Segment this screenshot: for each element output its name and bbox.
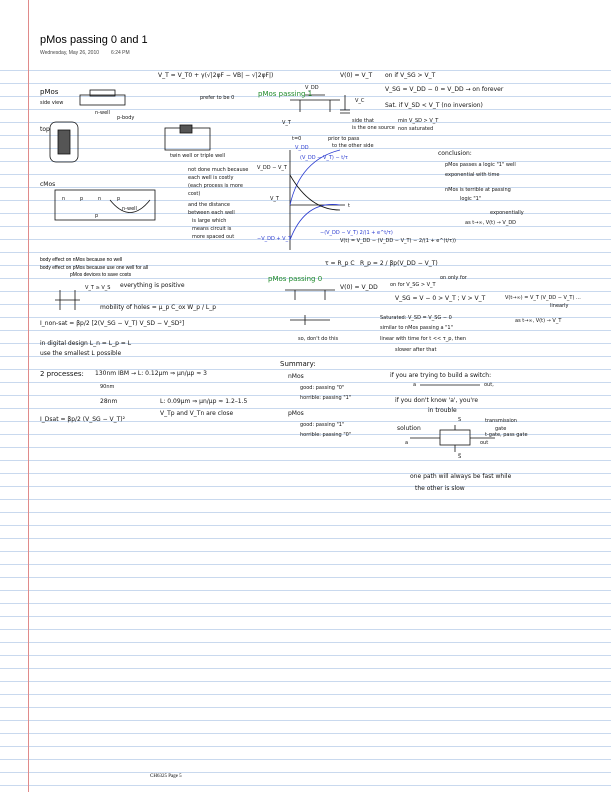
note-on-for: on for V_SG > V_T bbox=[390, 282, 436, 288]
note-concl-4: logic "1" bbox=[460, 196, 482, 202]
note-not-done-4: cost) bbox=[188, 191, 201, 197]
note-one-src: is the one source bbox=[352, 125, 395, 131]
pmos-pass0-schematic bbox=[285, 290, 335, 300]
note-linearly: linearly bbox=[550, 303, 569, 309]
note-side-0: side that bbox=[352, 118, 374, 124]
note-sol-out: out bbox=[480, 440, 489, 446]
note-tau: τ = R_p C bbox=[325, 260, 355, 267]
note-28nm: 28nm bbox=[100, 398, 118, 405]
note-ibm130: 130nm IBM → L: 0.12μm ⇒ μn/μp ≈ 3 bbox=[95, 370, 207, 377]
note-v-inf: V(t→∞) = V_T (V_DD − V_T) ... bbox=[505, 295, 581, 301]
note-axis-t: t bbox=[348, 203, 350, 209]
note-distance-5: more spaced out bbox=[192, 234, 235, 240]
note-smallest-l: use the smallest L possible bbox=[40, 350, 122, 357]
note-concl-1: pMos passes a logic "1" well bbox=[445, 162, 516, 168]
note-sat-if: Sat. if V_SD < V_T (no inversion) bbox=[385, 102, 483, 109]
note-tgate: t-gate, pass gate bbox=[485, 432, 528, 438]
note-body-pmos-1: body effect on pMos because use one well for all bbox=[40, 265, 149, 271]
note-cmos: cMos bbox=[40, 181, 56, 188]
note-switch-a: a bbox=[413, 382, 417, 388]
note-sub-p2: p bbox=[117, 196, 121, 202]
cmos-cross-section bbox=[55, 190, 155, 220]
note-switch-2: if you don't know 'a', you're bbox=[395, 397, 479, 404]
note-pmos-side: pMos bbox=[40, 88, 59, 96]
note-close: V_Tp and V_Tn are close bbox=[160, 410, 234, 417]
note-similar-1: similar to nMos passing a "1" bbox=[380, 325, 453, 331]
note-everything-positive: everything is positive bbox=[120, 282, 185, 289]
note-switch-3: in trouble bbox=[428, 407, 457, 414]
note-saturated: Saturated: V_SD = V_SG − 0 bbox=[380, 315, 452, 321]
note-vt-formula: V(t) = V_DD − (V_DD − V_T) − 2/(1 + e^(t/τ)) bbox=[340, 238, 457, 244]
note-axis-vdd-vt: V_DD − V_T bbox=[257, 165, 287, 171]
note-gate: gate bbox=[495, 426, 507, 432]
note-not-done-3: (each process is more bbox=[188, 183, 243, 189]
note-as-t-2: as t→∞, V(t) → V_T bbox=[515, 318, 562, 324]
left-schematic bbox=[55, 290, 80, 310]
note-vdd: V_DD bbox=[305, 85, 319, 91]
note-two-processes: 2 processes: bbox=[40, 370, 84, 378]
note-twin-well: twin well or triple well bbox=[170, 153, 226, 159]
note-pmos-passing-1: pMos passing 1 bbox=[258, 90, 313, 98]
note-as-t-inf: as t→∞, V(t) → V_DD bbox=[465, 220, 517, 226]
note-digital-design: in digital design L_n = L_p = L bbox=[40, 340, 132, 347]
note-curve-eq1: (V_DD − V_T) − t/τ bbox=[300, 155, 348, 161]
note-sum-p-good: good: passing "1" bbox=[300, 422, 345, 428]
note-similar-3: slower after that bbox=[395, 347, 437, 353]
note-switch-1: if you are trying to build a switch: bbox=[390, 372, 492, 379]
note-curve-eq2: −(V_DD − V_T) 2/(1 + e^t/τ) bbox=[320, 230, 393, 236]
note-fast-slow-1: one path will always be fast while bbox=[410, 473, 512, 480]
note-sum-nmos: nMos bbox=[288, 373, 304, 380]
time-text: 6:24 PM bbox=[111, 50, 130, 56]
note-so-dont: so, don't do this bbox=[298, 336, 339, 342]
note-vc: V_C bbox=[355, 98, 365, 104]
note-sum-pmos: pMos bbox=[288, 410, 304, 417]
note-sol-sbar: S̅ bbox=[458, 454, 462, 460]
note-prefer-zero: prefer to be 0 bbox=[200, 95, 235, 101]
note-sub-n1: n bbox=[62, 196, 66, 202]
note-similar-2: linear with time for t << τ_p, then bbox=[380, 336, 467, 342]
note-on-only: on only for bbox=[440, 275, 467, 281]
page-footer: CH6325 Page 5 bbox=[150, 774, 182, 779]
note-distance-4: means circuit is bbox=[192, 226, 232, 232]
note-prior: prior to pass bbox=[328, 136, 360, 142]
note-vsd-vt: min V_SD > V_T bbox=[398, 118, 439, 124]
note-summary: Summary: bbox=[280, 360, 316, 368]
note-sol-a: a bbox=[405, 440, 409, 446]
note-mobility: mobility of holes = μ_p C_ox W_p / L_p bbox=[100, 304, 217, 311]
note-conclusion: conclusion: bbox=[438, 150, 472, 157]
transmission-gate-sketch bbox=[440, 430, 470, 445]
note-on-if: on if V_SG > V_T bbox=[385, 72, 436, 79]
note-pmos-passing-0: pMos passing 0 bbox=[268, 275, 323, 283]
note-vsg-0: V_SG = V − 0 > V_T ; V > V_T bbox=[395, 295, 486, 302]
page-title: pMos passing 0 and 1 bbox=[40, 34, 148, 46]
note-body-pmos-2: pMos devices to save costs bbox=[70, 272, 132, 278]
note-not-done-2: each well is costly bbox=[188, 175, 234, 181]
note-axis-vt: V_T bbox=[270, 196, 279, 202]
note-distance-1: and the distance bbox=[188, 202, 230, 208]
note-not-done-1: not done much because bbox=[188, 167, 249, 173]
note-vt-eq1: V_T = V_T0 + γ(√|2φF − VB| − √|2φF|) bbox=[158, 72, 274, 79]
note-vsg-eq: V_SG = V_DD − 0 = V_DD → on forever bbox=[385, 86, 504, 93]
note-nonsat: non saturated bbox=[398, 126, 434, 132]
note-transmission: transmission bbox=[485, 418, 517, 424]
note-v0-vdd: V(0) = V_DD bbox=[340, 284, 378, 291]
note-vt-ge-vs: V_T ≥ V_S bbox=[85, 285, 111, 291]
note-90nm: 90nm bbox=[100, 384, 115, 390]
note-distance-2: between each well bbox=[188, 210, 235, 216]
note-sum-n-good: good: passing "0" bbox=[300, 385, 345, 391]
note-vt-label: V_T bbox=[282, 120, 291, 126]
note-distance-3: is large which bbox=[192, 218, 227, 224]
note-body-nmos: body effect on nMos because no well bbox=[40, 257, 123, 263]
note-t0: t=0 bbox=[292, 136, 302, 142]
note-concl-2: exponential with time bbox=[445, 172, 500, 178]
note-switch-out: out, bbox=[484, 382, 494, 388]
note-sub-n2: n bbox=[98, 196, 102, 202]
note-solution: solution bbox=[397, 425, 421, 432]
note-exponentially: exponentially bbox=[490, 210, 524, 216]
note-v0: V(0) = V_T bbox=[340, 72, 373, 79]
note-sum-p-bad: horrible: passing "0" bbox=[300, 432, 352, 438]
note-rp: R_p = 2 / βp(V_DD − V_T) bbox=[360, 260, 438, 267]
note-curve-top: V_DD bbox=[295, 145, 309, 151]
side-view-transistor bbox=[80, 95, 125, 105]
note-well: n-well bbox=[95, 110, 110, 116]
date-text: Wednesday, May 26, 2010 bbox=[40, 50, 100, 56]
note-other-side: to the other side bbox=[332, 143, 374, 149]
note-inon-sat: I_non-sat = βp/2 [2(V_SG − V_T) V_SD − V_SD²] bbox=[40, 320, 185, 327]
note-sum-n-bad: horrible: passing "1" bbox=[300, 395, 352, 401]
note-sol-s: S bbox=[458, 417, 462, 423]
note-side-view: side view bbox=[40, 100, 64, 106]
note-top: top bbox=[40, 126, 50, 133]
note-sub-p3: p bbox=[95, 213, 99, 219]
note-sub-nwell: n-well bbox=[122, 206, 137, 212]
note-axis-neg: −V_DD + V_T bbox=[257, 236, 292, 242]
note-l009: L: 0.09μm ⇒ μn/μp ≈ 1.2–1.5 bbox=[160, 398, 248, 405]
note-p-body: p-body bbox=[117, 115, 135, 121]
note-fast-slow-2: the other is slow bbox=[415, 485, 465, 492]
note-isat: I_Dsat = βp/2 (V_SG − V_T)² bbox=[40, 416, 126, 423]
note-sub-p1: p bbox=[80, 196, 84, 202]
note-concl-3: nMos is terrible at passing bbox=[445, 187, 511, 193]
